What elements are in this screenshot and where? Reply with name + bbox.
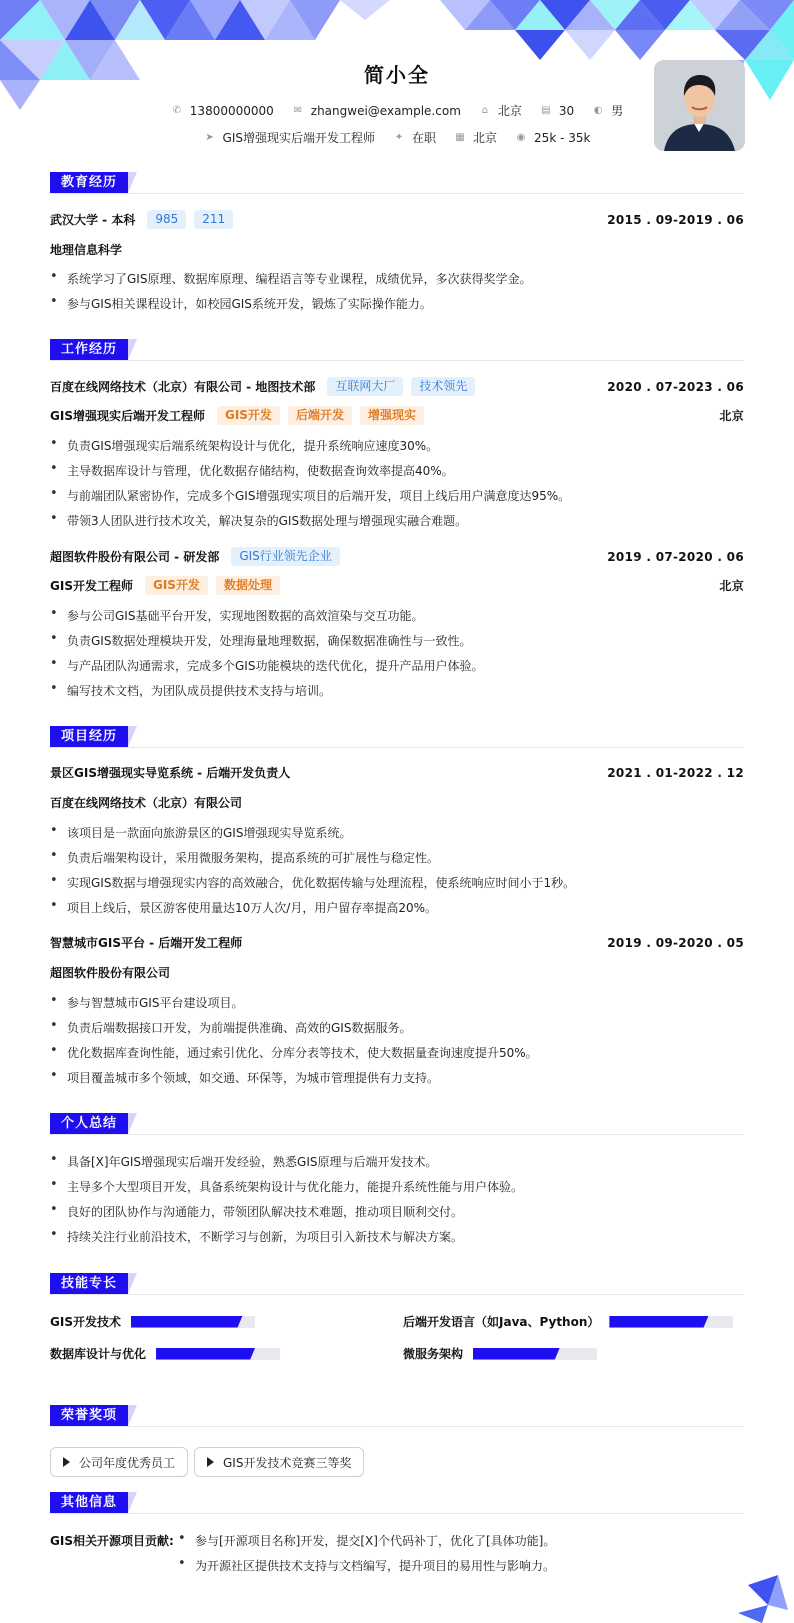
project-period: 2019 . 09-2020 . 05 <box>607 935 744 950</box>
company-tag: 技术领先 <box>411 377 475 396</box>
project-name-row <box>50 764 744 781</box>
company-tag: 互联网大厂 <box>327 377 403 396</box>
work-title-row <box>50 406 744 425</box>
list-item: • 该项目是一款面向旅游景区的GIS增强现实导览系统。 <box>50 824 744 841</box>
projects-section-title: 项目经历 <box>50 726 128 747</box>
other-section-title: 其他信息 <box>50 1492 128 1513</box>
skills-section-title: 技能专长 <box>50 1273 128 1294</box>
skill-item <box>403 1345 597 1362</box>
skills-section-header <box>50 1273 744 1295</box>
project-name-row <box>50 934 744 951</box>
salary-item <box>515 129 590 146</box>
awards-section-title: 荣誉奖项 <box>50 1405 128 1426</box>
company-name: 超图软件股份有限公司 - 研发部 <box>50 550 220 564</box>
location-item <box>479 102 522 119</box>
project-org: 百度在线网络技术（北京）有限公司 <box>50 796 243 810</box>
building-icon: ▦ <box>455 131 465 143</box>
project-name: 景区GIS增强现实导览系统 - 后端开发负责人 <box>50 766 291 780</box>
school-tag: 985 <box>147 210 186 229</box>
major-name: 地理信息科学 <box>50 243 123 257</box>
target-position-value: GIS增强现实后端开发工程师 <box>222 131 376 145</box>
email-value: zhangwei@example.com <box>310 103 461 118</box>
list-item: • 参与GIS相关课程设计，如校园GIS系统开发，锻炼了实际操作能力。 <box>50 295 744 312</box>
job-tag: 增强现实 <box>360 406 424 425</box>
send-icon: ➤ <box>205 131 214 143</box>
job-tag: GIS开发 <box>145 576 208 595</box>
phone-value: 13800000000 <box>189 103 274 118</box>
gender-value: 男 <box>611 104 624 118</box>
work-period: 2019 . 07-2020 . 06 <box>607 549 744 564</box>
other-section-header <box>50 1492 744 1514</box>
list-item: • 编写技术文档，为团队成员提供技术支持与培训。 <box>50 682 744 699</box>
list-item: • 良好的团队协作与沟通能力，带领团队解决技术难题，推动项目顺利交付。 <box>50 1203 744 1220</box>
company-tag: GIS行业领先企业 <box>231 547 339 566</box>
list-item: • 为开源社区提供技术支持与文档编写，提升项目的易用性与影响力。 <box>178 1557 738 1574</box>
other-info-label: GIS相关开源项目贡献: <box>50 1534 174 1548</box>
job-city: 北京 <box>719 409 744 423</box>
project-org: 超图软件股份有限公司 <box>50 966 171 980</box>
skill-bar <box>156 1348 280 1360</box>
footer-triangle-decoration <box>738 1565 794 1623</box>
age-value: 30 <box>558 103 575 118</box>
work-section-title: 工作经历 <box>50 339 128 360</box>
list-item: • 项目上线后，景区游客使用量达10万人次/月，用户留存率提高20%。 <box>50 899 744 916</box>
list-item: • 系统学习了GIS原理、数据库原理、编程语言等专业课程，成绩优异，多次获得奖学金。 <box>50 270 744 287</box>
list-item: • 具备[X]年GIS增强现实后端开发经验，熟悉GIS原理与后端开发技术。 <box>50 1153 744 1170</box>
list-item: • 持续关注行业前沿技术，不断学习与创新，为项目引入新技术与解决方案。 <box>50 1228 744 1245</box>
skill-bar-fill <box>131 1316 243 1328</box>
job-city: 北京 <box>719 579 744 593</box>
skill-item <box>50 1345 280 1362</box>
gender-icon: ◐ <box>593 104 603 116</box>
awards-section-header <box>50 1405 744 1427</box>
target-city-item <box>454 129 497 146</box>
award-label: 公司年度优秀员工 <box>79 1455 176 1470</box>
salary-icon: ◉ <box>516 131 526 143</box>
skill-name: 后端开发语言（如Java、Python） <box>403 1315 600 1329</box>
skill-item <box>403 1313 733 1330</box>
skill-item <box>50 1313 255 1330</box>
list-item: • 实现GIS数据与增强现实内容的高效融合，优化数据传输与处理流程，使系统响应时间小于1秒。 <box>50 874 744 891</box>
skill-name: 微服务架构 <box>403 1347 464 1361</box>
phone-icon: ✆ <box>172 104 181 116</box>
skill-bar <box>131 1316 255 1328</box>
award-badge <box>194 1447 364 1477</box>
status-value: 在职 <box>412 131 437 145</box>
award-badge <box>50 1447 188 1477</box>
phone-item <box>171 102 274 119</box>
project-name: 智慧城市GIS平台 - 后端开发工程师 <box>50 936 243 950</box>
education-school-row <box>50 210 744 229</box>
list-item: • 主导数据库设计与管理，优化数据存储结构，使数据查询效率提高40%。 <box>50 462 744 479</box>
skill-bar <box>473 1348 597 1360</box>
age-icon: ▤ <box>541 104 551 116</box>
work-company-row <box>50 377 744 396</box>
home-icon: ⌂ <box>481 104 489 116</box>
age-item <box>540 102 574 119</box>
school-tag: 211 <box>194 210 233 229</box>
list-item: • 负责后端架构设计，采用微服务架构，提高系统的可扩展性与稳定性。 <box>50 849 744 866</box>
education-period: 2015 . 09-2019 . 06 <box>607 212 744 227</box>
avatar <box>654 60 745 151</box>
education-major-row <box>50 241 744 258</box>
project-org-row <box>50 964 744 981</box>
list-item: • 负责GIS数据处理模块开发，处理海量地理数据，确保数据准确性与一致性。 <box>50 632 744 649</box>
job-tag: GIS开发 <box>217 406 280 425</box>
list-item: • 参与智慧城市GIS平台建设项目。 <box>50 994 744 1011</box>
candidate-name: 简小全 <box>364 63 430 87</box>
job-title: GIS增强现实后端开发工程师 <box>50 409 205 423</box>
list-item: • 项目覆盖城市多个领域，如交通、环保等，为城市管理提供有力支持。 <box>50 1069 744 1086</box>
job-title: GIS开发工程师 <box>50 579 133 593</box>
school-name: 武汉大学 - 本科 <box>50 213 136 227</box>
projects-section-header <box>50 726 744 748</box>
award-label: GIS开发技术竞赛三等奖 <box>223 1455 352 1470</box>
skill-bar-fill <box>156 1348 255 1360</box>
work-section-header <box>50 339 744 361</box>
skill-bar <box>609 1316 733 1328</box>
list-item: • 参与[开源项目名称]开发，提交[X]个代码补丁，优化了[具体功能]。 <box>178 1532 738 1549</box>
list-item: • 负责后端数据接口开发，为前端提供准确、高效的GIS数据服务。 <box>50 1019 744 1036</box>
project-period: 2021 . 01-2022 . 12 <box>607 765 744 780</box>
gender-item <box>592 102 623 119</box>
summary-section-title: 个人总结 <box>50 1113 128 1134</box>
status-item <box>393 129 436 146</box>
play-icon <box>63 1457 70 1467</box>
skill-name: 数据库设计与优化 <box>50 1347 147 1361</box>
project-org-row <box>50 794 744 811</box>
work-title-row <box>50 576 744 595</box>
list-item: • 与前端团队紧密协作，完成多个GIS增强现实项目的后端开发，项目上线后用户满意度达95%。 <box>50 487 744 504</box>
education-section-header <box>50 172 744 194</box>
summary-section-header <box>50 1113 744 1135</box>
job-tag: 数据处理 <box>216 576 280 595</box>
target-position-item <box>204 129 375 146</box>
salary-value: 25k - 35k <box>534 130 591 145</box>
skill-bar-fill <box>473 1348 560 1360</box>
work-period: 2020 . 07-2023 . 06 <box>607 379 744 394</box>
list-item: • 带领3人团队进行技术攻关，解决复杂的GIS数据处理与增强现实融合难题。 <box>50 512 744 529</box>
target-city-value: 北京 <box>473 131 498 145</box>
list-item: • 参与公司GIS基础平台开发，实现地图数据的高效渲染与交互功能。 <box>50 607 744 624</box>
skill-bar-fill <box>609 1316 708 1328</box>
company-name: 百度在线网络技术（北京）有限公司 - 地图技术部 <box>50 380 316 394</box>
status-icon: ✦ <box>394 131 404 143</box>
list-item: • 优化数据库查询性能，通过索引优化、分库分表等技术，使大数据量查询速度提升50%。 <box>50 1044 744 1061</box>
location-value: 北京 <box>497 104 522 118</box>
work-company-row <box>50 547 744 566</box>
avatar-portrait-image <box>654 60 745 151</box>
email-item <box>292 102 461 119</box>
list-item: • 与产品团队沟通需求，完成多个GIS功能模块的迭代优化，提升产品用户体验。 <box>50 657 744 674</box>
skill-name: GIS开发技术 <box>50 1315 121 1329</box>
play-icon <box>207 1457 214 1467</box>
list-item: • 负责GIS增强现实后端系统架构设计与优化，提升系统响应速度30%。 <box>50 437 744 454</box>
list-item: • 主导多个大型项目开发，具备系统架构设计与优化能力，能提升系统性能与用户体验。 <box>50 1178 744 1195</box>
job-tag: 后端开发 <box>288 406 352 425</box>
education-section-title: 教育经历 <box>50 172 128 193</box>
mail-icon: ✉ <box>293 104 302 116</box>
